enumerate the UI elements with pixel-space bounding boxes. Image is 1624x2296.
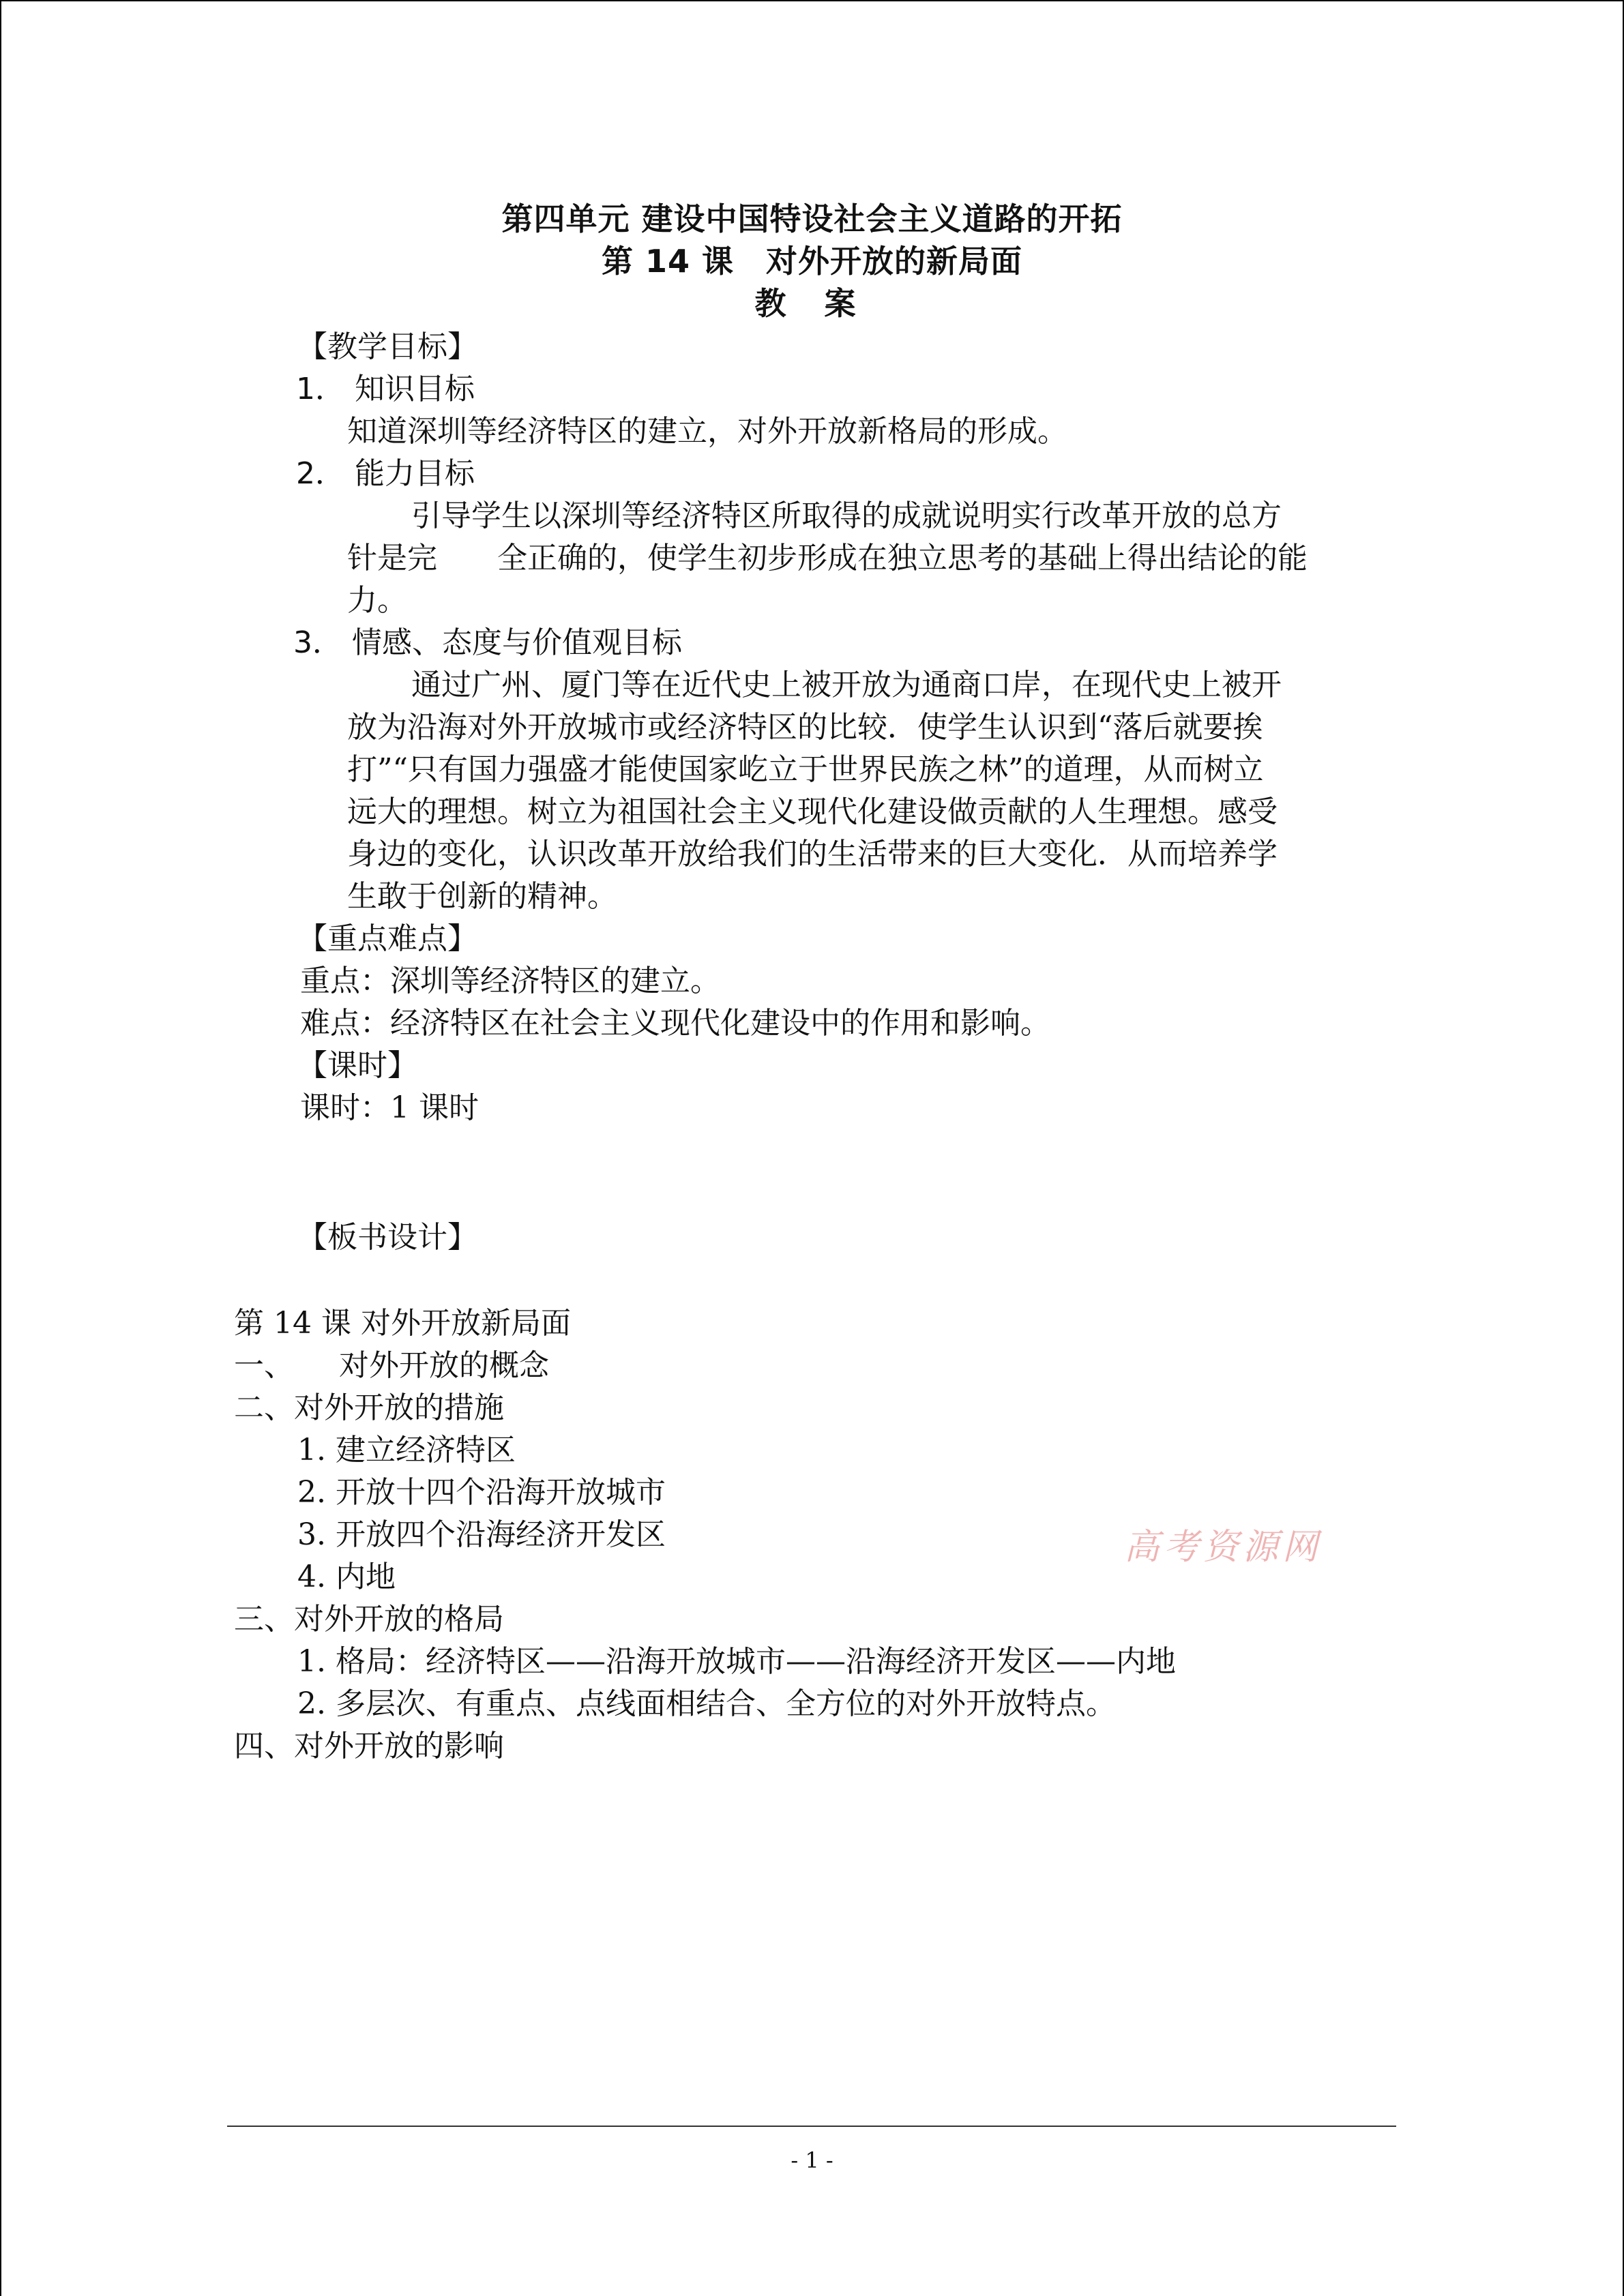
key-point: 重点：深圳等经济特区的建立。 <box>300 964 720 998</box>
class-hours-value: 课时：1 课时 <box>300 1090 479 1125</box>
objective-3 <box>293 622 682 664</box>
page-border-left <box>0 0 1 2296</box>
objective-3-text-line-3: 打”“只有国力强盛才能使国家屹立于世界民族之林”的道理，从而树立 <box>347 752 1264 787</box>
objective-3-text-line-1: 通过广州、厦门等在近代史上被开放为通商口岸，在现代史上被开 <box>411 668 1282 702</box>
footer-separator <box>227 2126 1396 2127</box>
key-points-heading: 【重点难点】 <box>297 921 477 956</box>
board-design-heading: 【板书设计】 <box>297 1220 477 1255</box>
board-item-3-1: 1. 格局：经济特区——沿海开放城市——沿海经济开发区——内地 <box>297 1644 1176 1679</box>
objective-3-number: 3． <box>293 625 342 660</box>
page-number: - 1 - <box>791 2147 833 2173</box>
page-border-top <box>0 0 1624 1</box>
board-item-3-2: 2. 多层次、有重点、点线面相结合、全方位的对外开放特点。 <box>297 1686 1116 1721</box>
difficult-point: 难点：经济特区在社会主义现代化建设中的作用和影响。 <box>300 1006 1050 1041</box>
objective-1-label: 知识目标 <box>355 372 475 406</box>
objective-1-number: 1． <box>296 372 345 406</box>
lesson-title: 第 14 课 对外开放的新局面 <box>601 243 1023 280</box>
objectives-heading: 【教学目标】 <box>297 329 477 364</box>
board-section-2: 二、对外开放的措施 <box>234 1390 504 1425</box>
board-section-4: 四、对外开放的影响 <box>234 1729 504 1763</box>
objective-2-text-line-3: 力。 <box>347 583 407 618</box>
class-hours-heading: 【课时】 <box>297 1048 417 1083</box>
objective-3-label: 情感、态度与价值观目标 <box>352 625 682 660</box>
board-item-2-2: 2. 开放十四个沿海开放城市 <box>297 1475 666 1510</box>
board-section-3: 三、对外开放的格局 <box>234 1602 504 1637</box>
board-item-2-3: 3. 开放四个沿海经济开发区 <box>297 1517 666 1552</box>
objective-2-text-line-2: 针是完 全正确的，使学生初步形成在独立思考的基础上得出结论的能 <box>347 541 1308 576</box>
objective-3-text-line-6: 生敢于创新的精神。 <box>347 879 617 914</box>
objective-1-text: 知道深圳等经济特区的建立，对外开放新格局的形成。 <box>347 414 1067 449</box>
board-item-2-1: 1. 建立经济特区 <box>297 1433 516 1467</box>
board-section-1: 一、 对外开放的概念 <box>234 1348 549 1383</box>
objective-2-number: 2． <box>296 456 345 491</box>
unit-title: 第四单元 建设中国特设社会主义道路的开拓 <box>501 200 1123 237</box>
objective-3-text-line-2: 放为沿海对外开放城市或经济特区的比较．使学生认识到“落后就要挨 <box>347 710 1263 745</box>
objective-3-text-line-4: 远大的理想。树立为祖国社会主义现代化建设做贡献的人生理想。感受 <box>347 794 1278 829</box>
board-title: 第 14 课 对外开放新局面 <box>234 1306 571 1341</box>
objective-2 <box>296 453 475 495</box>
board-item-2-4: 4. 内地 <box>297 1560 396 1594</box>
doc-type-title: 教 案 <box>754 285 870 322</box>
objective-1 <box>296 368 475 411</box>
objective-2-text-line-1: 引导学生以深圳等经济特区所取得的成就说明实行改革开放的总方 <box>411 498 1282 533</box>
objective-3-text-line-5: 身边的变化，认识改革开放给我们的生活带来的巨大变化．从而培养学 <box>347 837 1278 871</box>
objective-2-label: 能力目标 <box>355 456 475 491</box>
watermark: 高考资源网 <box>1124 1527 1323 1568</box>
